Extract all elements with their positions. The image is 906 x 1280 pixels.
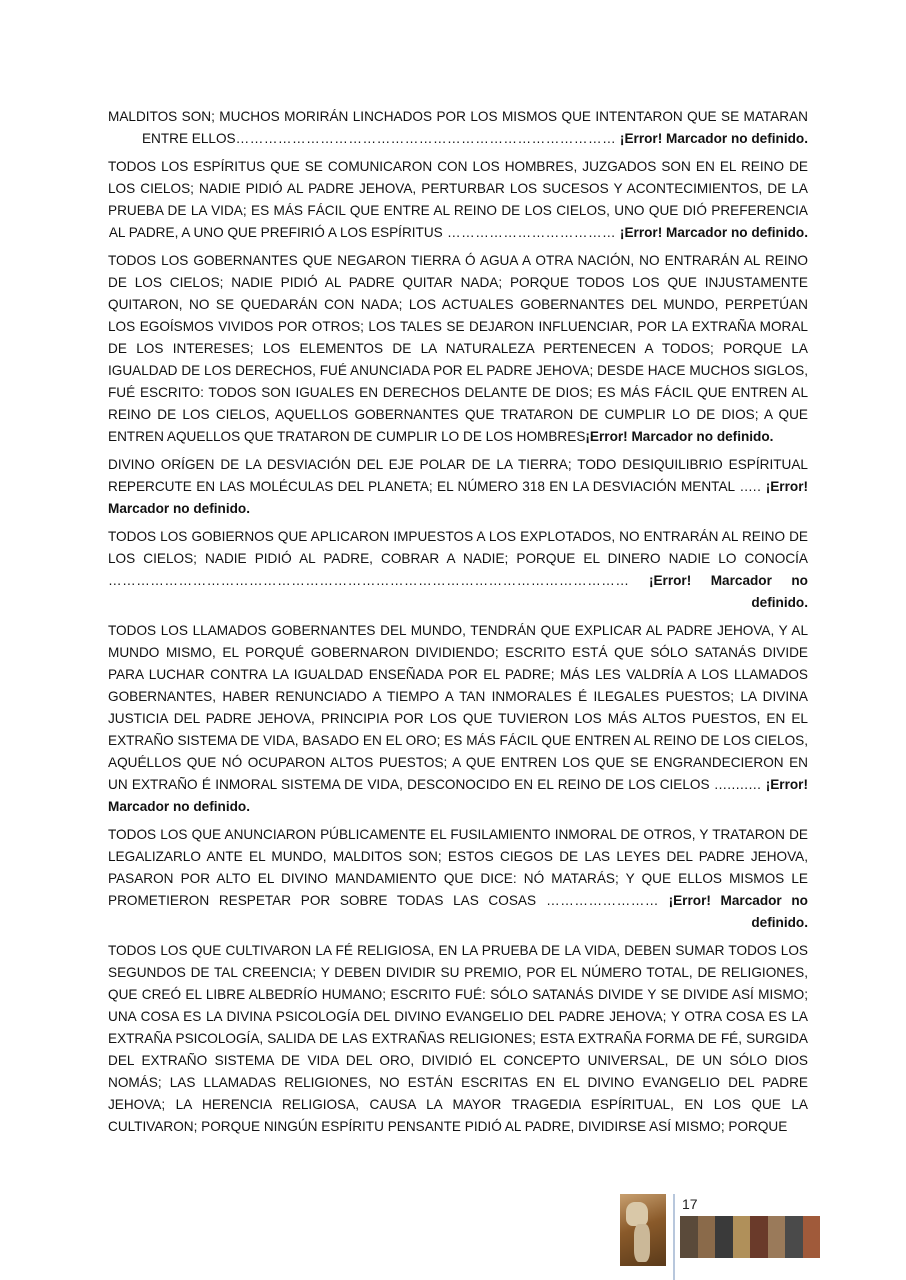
strip-image-tile [803,1216,821,1258]
toc-error-marker: ¡Error! Marcador no definido. [616,225,808,240]
toc-entry[interactable] [108,824,808,934]
page-footer [620,1194,830,1280]
toc-entry[interactable] [108,620,808,818]
toc-error-marker: ¡Error! Marcador no definido. [585,429,774,444]
toc-error-marker: ¡Error! Marcador no definido. [108,777,809,814]
toc-entry-text: MALDITOS SON; MUCHOS MORIRÁN LINCHADOS POR LOS MISMOS QUE INTENTARON QUE SE MATARAN ENTRE ELLOS [108,109,808,146]
toc-leader-dots: ……………………………………………………………………… [235,131,617,146]
strip-image-tile [785,1216,803,1258]
strip-image-tile [715,1216,733,1258]
toc-entry-text: TODOS LOS QUE ANUNCIARON PÚBLICAMENTE EL FUSILAMIENTO INMORAL DE OTROS, Y TRATARON DE LEGALIZARLO ANTE EL MUNDO, MALDITOS SON; ESTOS CIEGOS DE LAS LEYES DEL PADRE JEHOVA, PASARON POR ALTO EL DIVINO MANDAMIENTO QUE DICE: NÓ MATARÁS; Y QUE ELLOS MISMOS LE PROMETIERON RESPETAR POR SOBRE TODAS LAS COSAS [108,827,808,908]
toc-leader-dots: …………………… [536,893,659,908]
statue-image [620,1194,666,1266]
toc-leader-dots: ………………………………………………………………………………………………… [108,573,630,588]
toc-error-marker: ¡Error! Marcador no definido. [629,573,808,610]
toc-entry-text: DIVINO ORÍGEN DE LA DESVIACIÓN DEL EJE POLAR DE LA TIERRA; TODO DESIQUILIBRIO ESPÍRITUAL REPERCUTE EN LAS MOLÉCULAS DEL PLANETA; EL NÚMERO 318 EN LA DESVIACIÓN MENTAL [108,457,808,494]
toc-entry[interactable] [108,526,808,614]
toc-entry-text: TODOS LOS ESPÍRITUS QUE SE COMUNICARON CON LOS HOMBRES, JUZGADOS SON EN EL REINO DE LOS CIELOS; NADIE PIDIÓ AL PADRE JEHOVA, PERTURBAR LOS SUCESOS Y ACONTECIMIENTOS, DE LA PRUEBA DE LA VIDA; ES MÁS FÁCIL QUE ENTRE AL REINO DE LOS CIELOS, UNO QUE DIÓ PREFERENCIA AL PADRE, A UNO QUE PREFIRIÓ A LOS ESPÍRITUS [108,159,808,240]
toc-leader-dots: ..... [735,479,762,494]
toc-entry-text: TODOS LOS LLAMADOS GOBERNANTES DEL MUNDO, TENDRÁN QUE EXPLICAR AL PADRE JEHOVA, Y AL MUNDO MISMO, EL PORQUÉ GOBERNARON DIVIDIENDO; ESCRITO ESTÁ QUE SÓLO SATANÁS DIVIDE PARA LUCHAR CONTRA LA IGUALDAD ENSEÑADA POR EL PADRE; MÁS LES VALDRÍA A LOS LLAMADOS GOBERNANTES, HABER RENUNCIADO A TIEMPO A TAN INMORALES É ILEGALES PUESTOS; LA DIVINA JUSTICIA DEL PADRE JEHOVA, PRINCIPIA POR LOS QUE TUVIERON LOS MÁS ALTOS PUESTOS, EN EL EXTRAÑO SISTEMA DE VIDA, BASADO EN EL ORO; ES MÁS FÁCIL QUE ENTREN AL REINO DE LOS CIELOS, AQUÉLLOS QUE NÓ OCUPARON ALTOS PUESTOS; A QUE ENTREN LOS QUE SE ENGRANDECIERON EN UN EXTRAÑO É INMORAL SISTEMA DE VIDA, DESCONOCIDO EN EL REINO DE LOS CIELOS [108,623,808,792]
statue-head-shape [626,1202,648,1226]
toc-error-marker: ¡Error! Marcador no definido. [616,131,808,146]
table-of-contents [108,106,808,1144]
toc-entry[interactable] [108,250,808,448]
strip-image-tile [698,1216,716,1258]
statue-body-shape [634,1224,650,1262]
image-strip [680,1216,820,1258]
toc-error-marker: ¡Error! Marcador no definido. [658,893,808,930]
toc-entry-text: TODOS LOS GOBERNANTES QUE NEGARON TIERRA Ó AGUA A OTRA NACIÓN, NO ENTRARÁN AL REINO DE LOS CIELOS; NADIE PIDIÓ AL PADRE QUITAR NADA; PORQUE TODOS LOS QUE INJUSTAMENTE QUITARON, NO SE QUEDARÁN CON NADA; LOS ACTUALES GOBERNANTES DEL MUNDO, PERPETÚAN LOS EGOÍSMOS VIVIDOS POR OTROS; LOS TALES SE DEJARON INFLUENCIAR, POR LA EXTRAÑA MORAL DE LOS INTERESES; LOS ELEMENTOS DE LA NATURALEZA PERTENECEN A TODOS; PORQUE LA IGUALDAD DE LOS DERECHOS, FUÉ ANUNCIADA POR EL PADRE JEHOVA; DESDE HACE MUCHOS SIGLOS, FUÉ ESCRITO: TODOS SON IGUALES EN DERECHOS DELANTE DE DIOS; ES MÁS FÁCIL QUE ENTREN AL REINO DE LOS CIELOS, AQUELLOS GOBERNANTES QUE TRATARON DE CUMPLIR LO DE DIOS; A QUE ENTREN AQUELLOS QUE TRATARON DE CUMPLIR LO DE LOS HOMBRES [108,253,808,444]
footer-divider [673,1194,675,1280]
strip-image-tile [750,1216,768,1258]
page-number: 17 [682,1196,698,1212]
toc-leader-dots: ……………………………… [442,225,617,240]
strip-image-tile [733,1216,751,1258]
strip-image-tile [680,1216,698,1258]
toc-last-paragraph[interactable]: TODOS LOS QUE CULTIVARON LA FÉ RELIGIOSA, EN LA PRUEBA DE LA VIDA, DEBEN SUMAR TODOS LOS SEGUNDOS DE TAL CREENCIA; Y DEBEN DIVIDIR SU PREMIO, POR EL NÚMERO TOTAL, DE RELIGIONES, QUE CREÓ EL LIBRE ALBEDRÍO HUMANO; ESCRITO FUÉ: SÓLO SATANÁS DIVIDE Y SE DIVIDE ASÍ MISMO; UNA COSA ES LA DIVINA PSICOLOGÍA DEL DIVINO EVANGELIO DEL PADRE JEHOVA; Y OTRA COSA ES LA EXTRAÑA PSICOLOGÍA, SALIDA DE LAS EXTRAÑAS RELIGIONES; ESTA EXTRAÑA FORMA DE FÉ, SURGIDA DEL EXTRAÑO SISTEMA DE VIDA DEL ORO, DIVIDIÓ EL CONCEPTO UNIVERSAL, DE UN SÓLO DIOS NOMÁS; LAS LLAMADAS RELIGIONES, NO ESTÁN ESCRITAS EN EL DIVINO EVANGELIO DEL PADRE JEHOVA; LA HERENCIA RELIGIOSA, CAUSA LA MAYOR TRAGEDIA ESPÍRITUAL, EN LOS QUE LA CULTIVARON; PORQUE NINGÚN ESPÍRITU PENSANTE PIDIÓ AL PADRE, DIVIDIRSE ASÍ MISMO; PORQUE [108,943,808,1134]
toc-entry[interactable] [108,454,808,520]
toc-leader-dots: ........... [709,777,762,792]
strip-image-tile [768,1216,786,1258]
toc-entry-text: TODOS LOS GOBIERNOS QUE APLICARON IMPUESTOS A LOS EXPLOTADOS, NO ENTRARÁN AL REINO DE LOS CIELOS; NADIE PIDIÓ AL PADRE, COBRAR A NADIE; PORQUE EL DINERO NADIE LO CONOCÍA [108,529,808,566]
toc-error-marker: ¡Error! Marcador no definido. [108,479,809,516]
toc-entry[interactable] [108,106,808,150]
toc-entry[interactable] [108,156,808,244]
